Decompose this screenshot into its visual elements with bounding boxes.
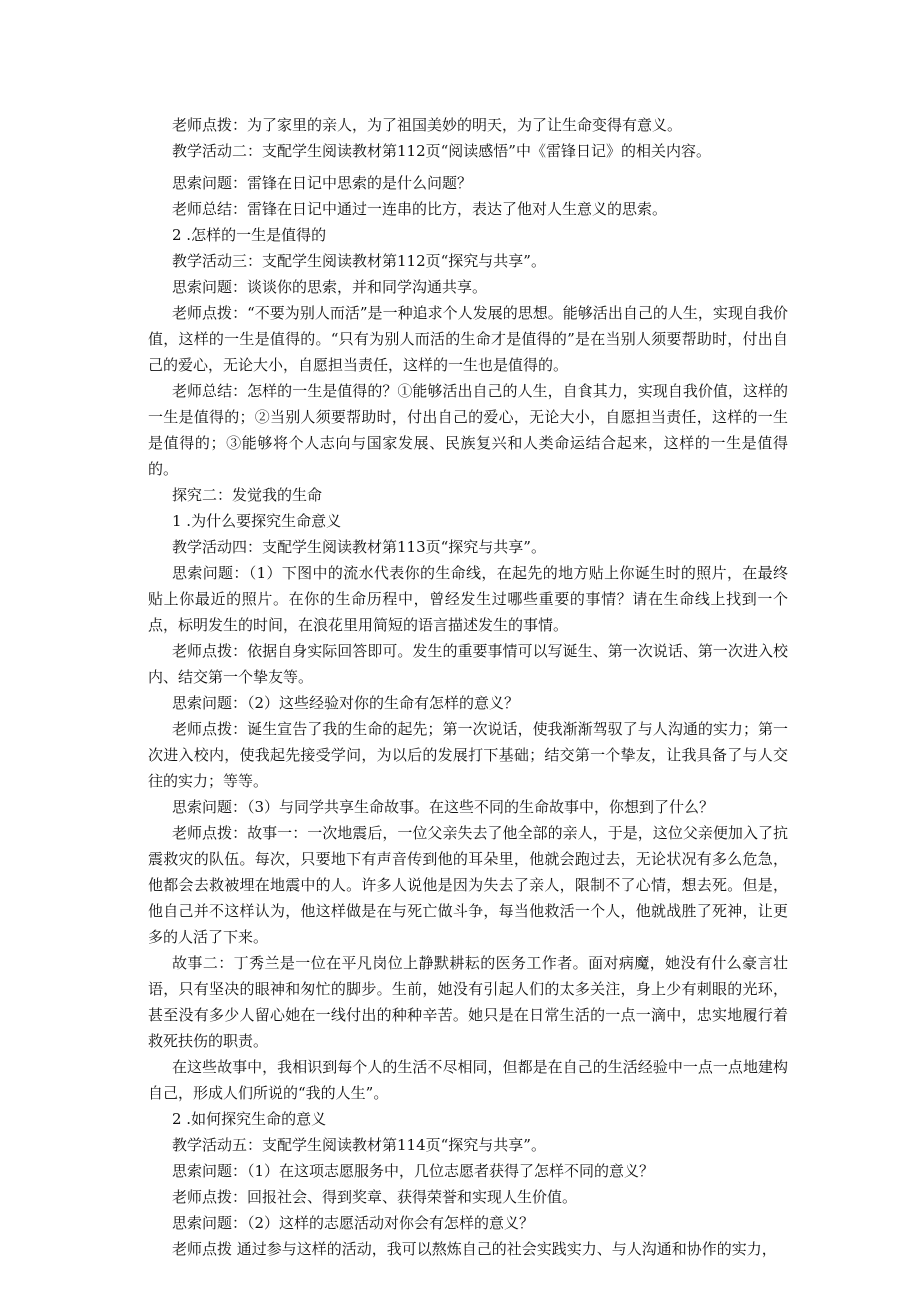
paragraph: 思索问题：（2）这些经验对你的生命有怎样的意义？ <box>172 694 520 712</box>
paragraph: 老师点拨：依据自身实际回答即可。发生的重要事情可以写诞生、第一次说话、第一次进入校内、结交第一个挚友等。 <box>148 642 788 686</box>
paragraph: 老师点拨 通过参与这样的活动，我可以熬炼自己的社会实践实力、与人沟通和协作的实力， <box>172 1240 777 1258</box>
paragraph: 教学活动五：支配学生阅读教材第114页“探究与共享”。 <box>172 1136 546 1154</box>
paragraph: 老师点拨：诞生宣告了我的生命的起先；第一次说话，使我渐渐驾驭了与人沟通的实力；第一次进入校内，使我起先接受学问，为以后的发展打下基础；结交第一个挚友，让我具备了与人交往的实力；等等。 <box>148 720 788 790</box>
document-body <box>148 112 788 1262</box>
paragraph: 思索问题：（1）下图中的流水代表你的生命线，在起先的地方贴上你诞生时的照片，在最终贴上你最近的照片。在你的生命历程中，曾经发生过哪些重要的事情？请在生命线上找到一个点，标明发生的时间，在浪花里用简短的语言描述发生的事情。 <box>148 564 788 634</box>
section-heading: 2 .如何探究生命的意义 <box>172 1110 327 1128</box>
section-heading: 2 .怎样的一生是值得的 <box>172 226 327 244</box>
paragraph: 教学活动三：支配学生阅读教材第112页“探究与共享”。 <box>172 252 546 270</box>
paragraph: 老师点拨：故事一：一次地震后，一位父亲失去了他全部的亲人，于是，这位父亲便加入了抗震救灾的队伍。每次，只要地下有声音传到他的耳朵里，他就会跑过去，无论状况有多么危急，他都会去救被埋在地震中的人。许多人说他是因为失去了亲人，限制不了心情，想去死。但是，他自己并不这样认为，他这样做是在与死亡做斗争，每当他救活一个人，他就战胜了死神，让更多的人活了下来。 <box>148 824 788 946</box>
paragraph: 思索问题：雷锋在日记中思索的是什么问题？ <box>172 174 473 192</box>
paragraph: 思索问题：谈谈你的思索，并和同学沟通共享。 <box>172 278 488 296</box>
paragraph: 老师点拨：回报社会、得到奖章、获得荣誉和实现人生价值。 <box>172 1188 578 1206</box>
paragraph: 思索问题：（2）这样的志愿活动对你会有怎样的意义？ <box>172 1214 535 1232</box>
paragraph: 在这些故事中，我相识到每个人的生活不尽相同，但都是在自己的生活经验中一点一点地建构自己，形成人们所说的“我的人生”。 <box>148 1058 788 1102</box>
paragraph: 教学活动四：支配学生阅读教材第113页“探究与共享”。 <box>172 538 546 556</box>
paragraph: 老师总结：雷锋在日记中通过一连串的比方，表达了他对人生意义的思索。 <box>172 200 668 218</box>
paragraph: 故事二：丁秀兰是一位在平凡岗位上静默耕耘的医务工作者。面对病魔，她没有什么豪言壮语，只有坚决的眼神和匆忙的脚步。生前，她没有引起人们的太多关注，身上少有刺眼的光环，甚至没有多少人留心她在一线付出的种种辛苦。她只是在日常生活的一点一滴中，忠实地履行着救死扶伤的职责。 <box>148 954 788 1050</box>
paragraph: 教学活动二：支配学生阅读教材第112页“阅读感悟”中《雷锋日记》的相关内容。 <box>172 142 711 160</box>
section-heading: 探究二：发觉我的生命 <box>172 486 323 504</box>
paragraph: 老师点拨：“不要为别人而活”是一种追求个人发展的思想。能够活出自己的人生，实现自我价值，这样的一生是值得的。“只有为别人而活的生命才是值得的”是在当别人须要帮助时，付出自己的爱心，无论大小，自愿担当责任，这样的一生也是值得的。 <box>148 304 788 374</box>
section-heading: 1 .为什么要探究生命意义 <box>172 512 342 530</box>
paragraph: 老师点拨：为了家里的亲人，为了祖国美妙的明天，为了让生命变得有意义。 <box>172 116 683 134</box>
paragraph: 思索问题：（3）与同学共享生命故事。在这些不同的生命故事中，你想到了什么？ <box>172 798 715 816</box>
paragraph: 老师总结：怎样的一生是值得的？①能够活出自己的人生，自食其力，实现自我价值，这样的一生是值得的；②当别人须要帮助时，付出自己的爱心，无论大小，自愿担当责任，这样的一生是值得的；③能够将个人志向与国家发展、民族复兴和人类命运结合起来，这样的一生是值得的。 <box>148 382 788 478</box>
paragraph: 思索问题：（1）在这项志愿服务中，几位志愿者获得了怎样不同的意义？ <box>172 1162 655 1180</box>
